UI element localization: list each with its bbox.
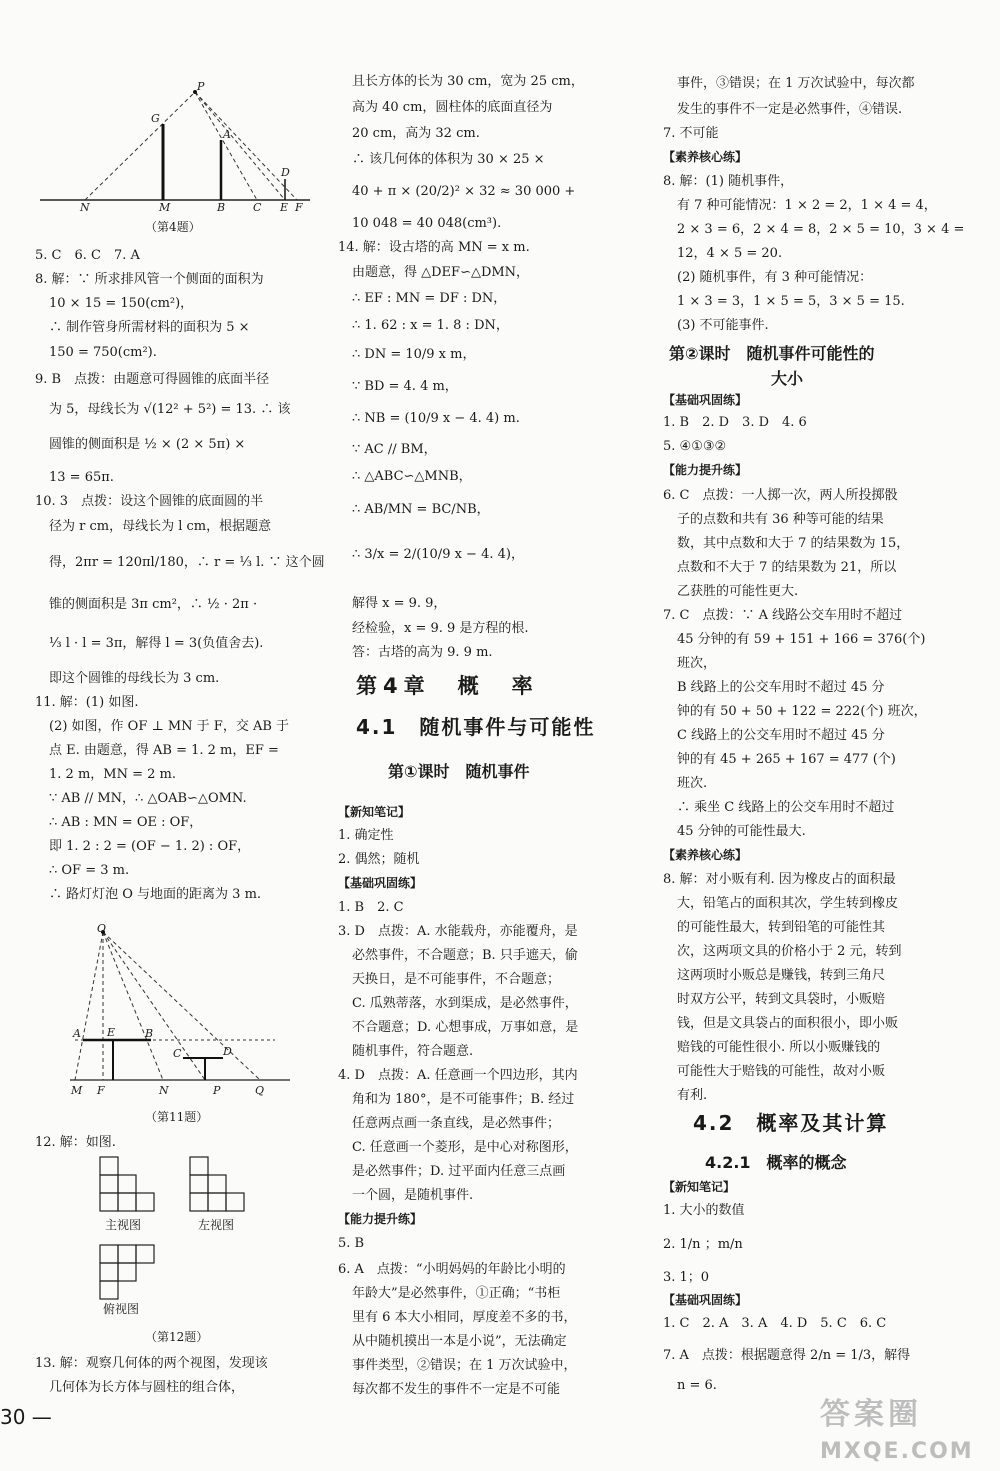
answer-line: 且长方体的长为 30 cm，宽为 25 cm， xyxy=(352,74,584,89)
fig4-label: C xyxy=(253,201,262,214)
answer-line: 答：古塔的高为 9. 9 m. xyxy=(352,645,493,660)
answer-line: 1. 大小的数值 xyxy=(663,1203,745,1218)
fig11-label: D xyxy=(223,1045,232,1058)
answer-line: 由题意，得 △DEF∽△DMN， xyxy=(352,265,530,280)
answer-line: ∴ △ABC∽△MNB， xyxy=(352,469,472,484)
answer-line: ∴ AB : MN = OE : OF， xyxy=(49,815,203,830)
answer-line: 次，这两项文具的价格小于 2 元，转到 xyxy=(677,944,902,959)
answer-line: 天换日，是不可能事件，不合题意； xyxy=(352,972,561,987)
answer-line: C 线路上的公交车用时不超过 45 分 xyxy=(677,728,885,743)
answer-line: 经检验，x = 9. 9 是方程的根. xyxy=(352,621,529,636)
answer-line: 20 cm，高为 32 cm. xyxy=(352,126,480,141)
fig4-label: P xyxy=(197,82,205,93)
answer-line: 任意两点画一条直线，是必然事件； xyxy=(352,1116,561,1131)
answer-line: ∴ DN = 10/9 x m， xyxy=(352,347,476,362)
answer-line: 一个圆，是随机事件. xyxy=(352,1188,474,1203)
answer-line: 45 分钟的可能性最大. xyxy=(677,824,806,839)
answer-line: ∵ AB // MN，∴ △OAB∽△OMN. xyxy=(49,791,247,806)
answer-line: 2 × 3 = 6，2 × 4 = 8，2 × 5 = 10，3 × 4 = xyxy=(677,222,965,237)
subsection-title: 4.2.1 概率的概念 xyxy=(705,1153,847,1172)
watermark-bottom: MXQE.COM xyxy=(820,1439,974,1464)
answer-line: 有 7 种可能情况：1 × 2 = 2，1 × 4 = 4， xyxy=(677,198,937,213)
answer-line: ⅓ l · l = 3π，解得 l = 3(负值舍去). xyxy=(49,636,264,651)
answer-line: 可能性大于赔钱的可能性，故对小贩 xyxy=(677,1064,886,1079)
answer-line: 14. 解：设古塔的高 MN = x m. xyxy=(338,240,530,255)
answer-line: ∴ 乘坐 C 线路上的公交车用时不超过 xyxy=(677,800,895,815)
answer-line: 9. B 点拨：由题意可得圆锥的底面半径 xyxy=(35,372,270,387)
answer-line: 是必然事件；D. 过平面内任意三点画 xyxy=(352,1164,566,1179)
answer-line: C. 瓜熟蒂落，水到渠成，是必然事件， xyxy=(352,996,578,1011)
fig11-label: Q xyxy=(255,1084,265,1097)
answer-line: n = 6. xyxy=(677,1378,717,1393)
answer-line: ∵ AC // BM， xyxy=(352,442,437,457)
lesson-title: 第①课时 随机事件 xyxy=(388,762,530,781)
answer-line: 10 048 = 40 048(cm³). xyxy=(352,216,502,231)
section-tag: 【新知笔记】 xyxy=(338,805,411,819)
answer-line: (2) 如图，作 OF ⊥ MN 于 F，交 AB 于 xyxy=(49,719,290,734)
answer-line: 150 = 750(cm²). xyxy=(49,345,157,360)
answer-line: ∵ BD = 4. 4 m， xyxy=(352,379,458,394)
answer-line: ∴ OF = 3 m. xyxy=(49,863,130,878)
answer-line: 10 × 15 = 150(cm²)， xyxy=(49,296,194,311)
answer-line: ∴ NB = (10/9 x − 4. 4) m. xyxy=(352,411,520,426)
fig11-label: O xyxy=(97,922,107,935)
answer-line: 大，铅笔占的面积其次，学生转到橡皮 xyxy=(677,896,899,911)
answer-line: 角和为 180°，是不可能事件；B. 经过 xyxy=(352,1092,575,1107)
answer-line: 解得 x = 9. 9， xyxy=(352,596,447,611)
answer-line: 数，其中点数和大于 7 的结果数为 15， xyxy=(677,536,910,551)
answer-line: 发生的事件不一定是必然事件，④错误. xyxy=(677,102,903,117)
answer-line: 时双方公平，转到文具袋时，小贩赔 xyxy=(677,992,886,1007)
chapter-title: 第4章 概 率 xyxy=(356,674,539,698)
fig11-label: B xyxy=(145,1027,154,1040)
fig11-label: C xyxy=(173,1047,182,1060)
answer-line: ∴ 路灯灯泡 O 与地面的距离为 3 m. xyxy=(49,887,262,902)
fig4-label: M xyxy=(159,201,171,214)
answer-line: 8. 解：∵ 所求排风管一个侧面的面积为 xyxy=(35,272,264,287)
answer-line: 8. 解：对小贩有利. 因为橡皮占的面积最 xyxy=(663,872,896,887)
answer-line: 1 × 3 = 3，1 × 5 = 5，3 × 5 = 15. xyxy=(677,294,905,309)
section-tag: 【基础巩固练】 xyxy=(663,393,748,407)
answer-line: 事件，③错误；在 1 万次试验中，每次都 xyxy=(677,76,915,91)
fig4-label: D xyxy=(281,166,290,179)
section-tag: 【能力提升练】 xyxy=(663,463,748,477)
answer-line: 事件类型，②错误；在 1 万次试验中， xyxy=(352,1358,577,1373)
fig11-label: P xyxy=(213,1084,221,1097)
answer-line: 里有 6 本大小相同，厚度差不多的书， xyxy=(352,1310,577,1325)
answer-line: 圆锥的侧面积是 ½ × (2 × 5π) × xyxy=(49,437,246,452)
figure-caption: （第12题） xyxy=(145,1330,209,1344)
answer-line: 这两项时小贩总是赚钱，转到三角尺 xyxy=(677,968,886,983)
answer-line: 2. 1/n ；m/n xyxy=(663,1237,743,1252)
answer-line: 点数和不大于 7 的结果数为 21，所以 xyxy=(677,560,897,575)
answer-line: 10. 3 点拨：设这个圆锥的底面圆的半 xyxy=(35,494,264,509)
fig11-label: M xyxy=(71,1084,83,1097)
answer-line: 径为 r cm，母线长为 l cm，根据题意 xyxy=(49,519,272,534)
answer-line: 即 1. 2 : 2 = (OF − 1. 2) : OF， xyxy=(49,839,251,854)
answer-line: 不合题意；D. 心想事成，万事如意，是 xyxy=(352,1020,579,1035)
lesson-title: 第②课时 随机事件可能性的 xyxy=(669,344,875,363)
answer-line: 7. A 点拨：根据题意得 2/n = 1/3，解得 xyxy=(663,1348,911,1363)
watermark-top: 答案圈 xyxy=(820,1397,922,1432)
answer-line: 40 + π × (20/2)² × 32 ≈ 30 000 + xyxy=(352,184,576,199)
answer-line: 乙获胜的可能性更大. xyxy=(677,584,799,599)
figure-q11 xyxy=(65,922,295,1102)
section-tag: 【基础巩固练】 xyxy=(663,1293,748,1307)
lesson-title-cont: 大小 xyxy=(771,369,804,388)
answer-line: 锥的侧面积是 3π cm²，∴ ½ · 2π · xyxy=(49,597,258,612)
answer-line: 钟的有 45 + 265 + 167 = 477 (个) xyxy=(677,752,896,767)
answer-line: 5. B xyxy=(338,1236,365,1251)
fig11-label: E xyxy=(107,1026,116,1039)
answer-line: 6. A 点拨：“小明妈妈的年龄比小明的 xyxy=(338,1262,566,1277)
fig11-label: N xyxy=(159,1084,169,1097)
view-label-left: 左视图 xyxy=(198,1218,235,1232)
answer-line: 7. 不可能 xyxy=(663,126,719,141)
section-tag: 【能力提升练】 xyxy=(338,1212,423,1226)
answer-line: 钱，但是文具袋占的面积很小，即小贩 xyxy=(677,1016,899,1031)
answer-line: 每次都不发生的事件不一定是不可能 xyxy=(352,1382,561,1397)
fig4-label: N xyxy=(80,201,90,214)
answer-line: 7. C 点拨：∵ A 线路公交车用时不超过 xyxy=(663,608,903,623)
answer-line: C. 任意画一个菱形，是中心对称图形， xyxy=(352,1140,578,1155)
section-tag: 【基础巩固练】 xyxy=(338,876,423,890)
section-title: 4.2 概率及其计算 xyxy=(693,1111,889,1135)
answer-line: 5. ④①③② xyxy=(663,439,727,454)
answer-line: 钟的有 50 + 50 + 122 = 222(个) 班次， xyxy=(677,704,927,719)
answer-line: 1. B 2. D 3. D 4. 6 xyxy=(663,415,807,430)
answer-line: 班次. xyxy=(677,776,708,791)
view-label-front: 主视图 xyxy=(105,1218,142,1232)
answer-line: 5. C 6. C 7. A xyxy=(35,248,140,263)
answer-line: ∴ EF : MN = DF : DN， xyxy=(352,291,507,306)
section-title: 4.1 随机事件与可能性 xyxy=(356,715,596,739)
fig4-label: E xyxy=(280,201,289,214)
answer-line: 子的点数和共有 36 种等可能的结果 xyxy=(677,512,884,527)
answer-line: B 线路上的公交车用时不超过 45 分 xyxy=(677,680,885,695)
answer-line: ∴ AB/MN = BC/NB， xyxy=(352,502,490,517)
section-tag: 【素养核心练】 xyxy=(663,848,748,862)
fig4-label: A xyxy=(223,128,231,141)
answer-line: 11. 解：(1) 如图. xyxy=(35,695,139,710)
answer-line: 1. 确定性 xyxy=(338,828,394,843)
figure-q4 xyxy=(35,82,315,214)
answer-line: (2) 随机事件，有 3 种可能情况： xyxy=(677,270,873,285)
fig4-label: G xyxy=(151,112,160,125)
answer-line: 有利. xyxy=(677,1088,708,1103)
fig11-label: A xyxy=(73,1027,81,1040)
answer-line: 3. 1；0 xyxy=(663,1270,710,1285)
fig11-label: F xyxy=(97,1084,105,1097)
figure-caption: （第11题） xyxy=(145,1110,209,1124)
answer-line: 2. 偶然；随机 xyxy=(338,852,420,867)
answer-line: 从中随机摸出一本是小说”，无法确定 xyxy=(352,1334,567,1349)
answer-line: 赔钱的可能性很小. 所以小贩赚钱的 xyxy=(677,1040,881,1055)
answer-line: 4. D 点拨：A. 任意画一个四边形，其内 xyxy=(338,1068,578,1083)
section-tag: 【新知笔记】 xyxy=(663,1180,736,1194)
answer-line: 13 = 65π. xyxy=(49,470,114,485)
answer-line: 高为 40 cm，圆柱体的底面直径为 xyxy=(352,100,553,115)
section-tag: 【素养核心练】 xyxy=(663,150,748,164)
fig4-label: B xyxy=(217,201,226,214)
answer-line: 的可能性最大，转到铅笔的可能性其 xyxy=(677,920,886,935)
answer-line: ∴ 1. 62 : x = 1. 8 : DN， xyxy=(352,318,509,333)
fig4-label: F xyxy=(295,201,303,214)
answer-line: 1. C 2. A 3. A 4. D 5. C 6. C xyxy=(663,1316,887,1331)
answer-line: (3) 不可能事件. xyxy=(677,318,769,333)
answer-line: 6. C 点拨：一人掷一次，两人所投掷骰 xyxy=(663,488,898,503)
view-label-top: 俯视图 xyxy=(103,1302,140,1316)
answer-line: ∴ 3/x = 2/(10/9 x − 4. 4)， xyxy=(352,547,524,562)
answer-line: 几何体为长方体与圆柱的组合体， xyxy=(49,1380,245,1395)
answer-line: 13. 解：观察几何体的两个视图，发现该 xyxy=(35,1356,268,1371)
answer-line: ∴ 该几何体的体积为 30 × 25 × xyxy=(352,152,545,167)
answer-line: 年龄大”是必然事件，①正确；“书柜 xyxy=(352,1286,561,1301)
answer-line: 45 分钟的有 59 + 151 + 166 = 376(个) xyxy=(677,632,926,647)
figure-caption: （第4题） xyxy=(145,220,201,234)
page-number: 30 — xyxy=(0,1405,52,1429)
answer-line: 必然事件，不合题意；B. 只手遮天，偷 xyxy=(352,948,578,963)
answer-line: 为 5，母线长为 √(12² + 5²) = 13. ∴ 该 xyxy=(49,402,291,417)
answer-line: 1. B 2. C xyxy=(338,900,404,915)
answer-line: 1. 2 m，MN = 2 m. xyxy=(49,767,176,782)
answer-line: 3. D 点拨：A. 水能载舟，亦能覆舟，是 xyxy=(338,924,578,939)
answer-line: ∴ 制作管身所需材料的面积为 5 × xyxy=(49,320,250,335)
answer-line: 随机事件，符合题意. xyxy=(352,1044,474,1059)
answer-line: 即这个圆锥的母线长为 3 cm. xyxy=(49,671,220,686)
answer-line: 12，4 × 5 = 20. xyxy=(677,246,783,261)
answer-line: 得，2πr = 120πl/180，∴ r = ⅓ l. ∵ 这个圆 xyxy=(49,555,325,570)
answer-line: 点 E. 由题意，得 AB = 1. 2 m，EF = xyxy=(49,743,279,758)
watermark xyxy=(820,1395,974,1467)
answer-line: 12. 解：如图. xyxy=(35,1135,116,1150)
answer-line: 8. 解：(1) 随机事件， xyxy=(663,174,794,189)
page-number-text: 30 xyxy=(0,1405,26,1429)
answer-line: 班次， xyxy=(677,656,717,671)
